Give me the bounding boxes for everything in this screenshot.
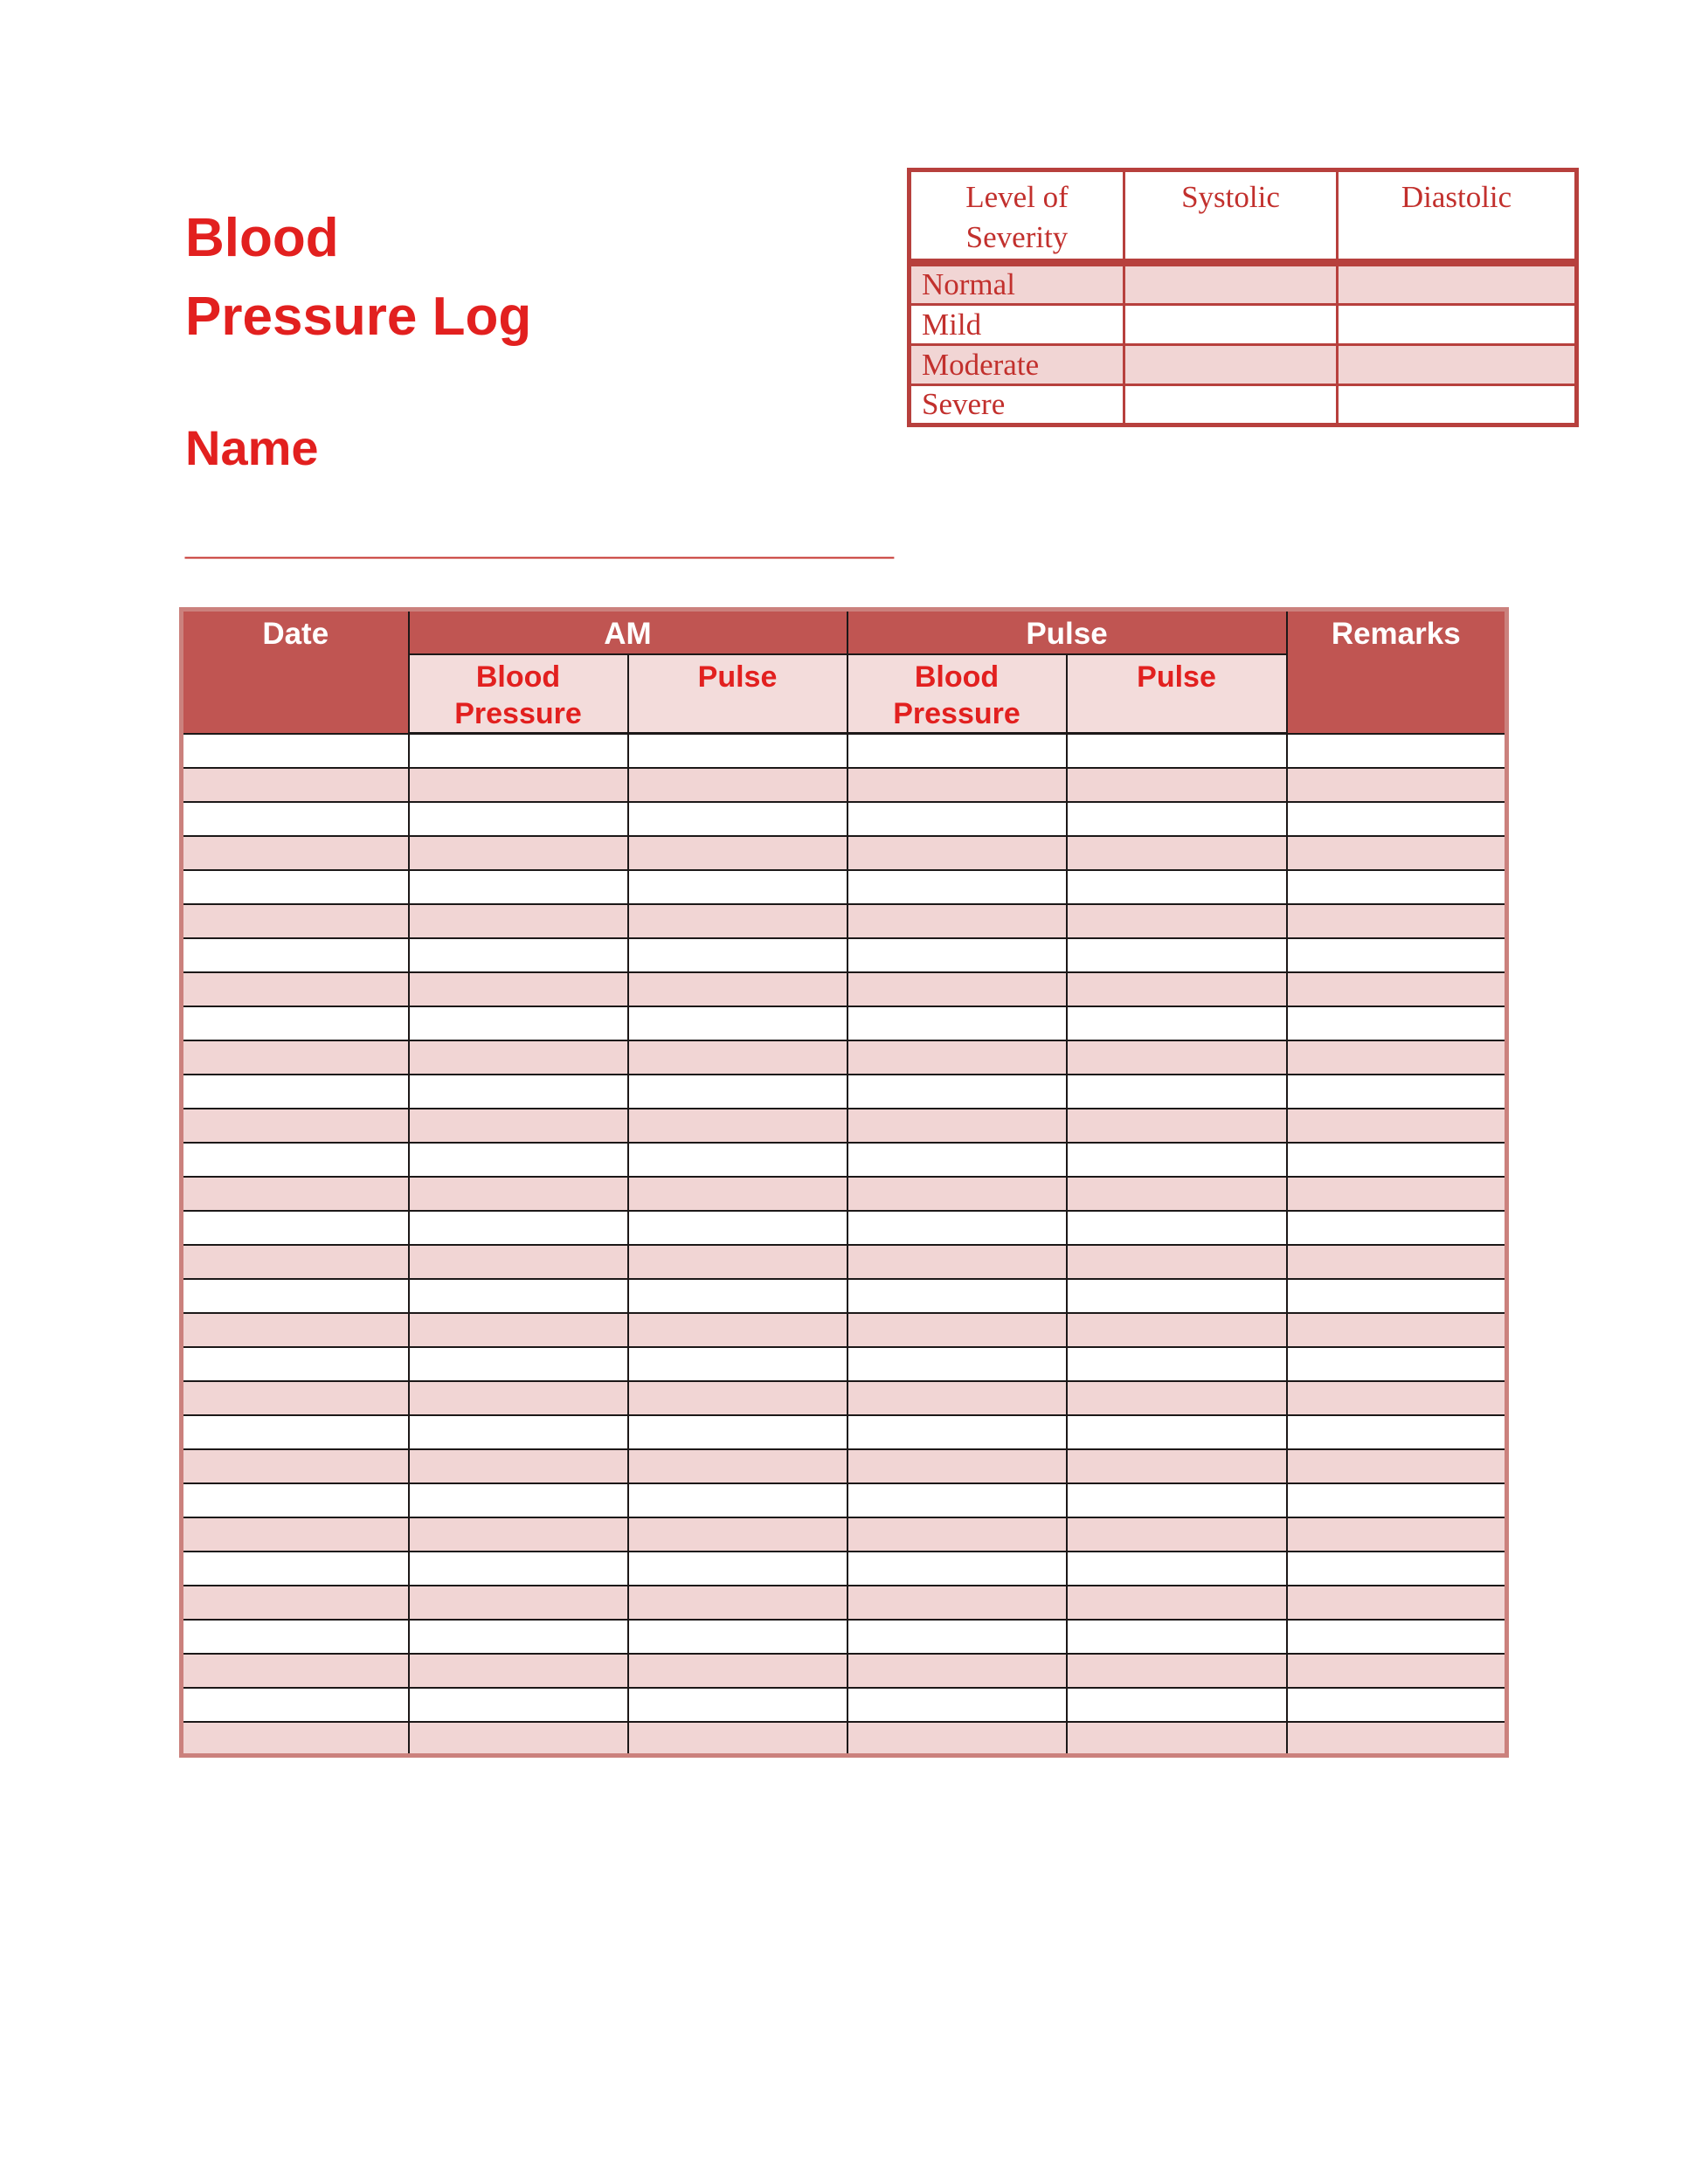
severity-table — [907, 168, 1579, 427]
severity-diastolic-cell[interactable] — [1338, 305, 1577, 345]
log-cell[interactable] — [1287, 1211, 1507, 1245]
log-cell[interactable] — [847, 1347, 1067, 1381]
log-row — [182, 1006, 1507, 1040]
log-table — [179, 607, 1509, 1758]
name-blank-line[interactable]: ___________________________ — [185, 511, 894, 563]
log-cell[interactable] — [847, 1722, 1067, 1756]
log-cell[interactable] — [1067, 1620, 1287, 1654]
log-cell[interactable] — [409, 1211, 628, 1245]
log-cell[interactable] — [409, 768, 628, 802]
log-cell[interactable] — [1067, 1449, 1287, 1483]
log-cell[interactable] — [1067, 1483, 1287, 1517]
log-cell[interactable] — [628, 1517, 847, 1552]
log-cell[interactable] — [409, 1279, 628, 1313]
log-cell[interactable] — [409, 1245, 628, 1279]
log-row — [182, 768, 1507, 802]
log-cell[interactable] — [182, 1722, 409, 1756]
log-cell[interactable] — [409, 836, 628, 870]
log-cell[interactable] — [847, 1586, 1067, 1620]
log-row — [182, 1620, 1507, 1654]
log-cell[interactable] — [1067, 938, 1287, 972]
log-cell[interactable] — [1287, 1381, 1507, 1415]
col-header-remarks: Remarks — [1287, 610, 1507, 734]
log-cell[interactable] — [1067, 1040, 1287, 1075]
log-row — [182, 1313, 1507, 1347]
log-cell[interactable] — [409, 1483, 628, 1517]
severity-level-label: Severe — [910, 385, 1124, 425]
log-cell[interactable] — [1287, 1347, 1507, 1381]
log-cell[interactable] — [628, 1211, 847, 1245]
log-cell[interactable] — [628, 938, 847, 972]
severity-header-diastolic: Diastolic — [1338, 170, 1577, 263]
log-cell[interactable] — [1287, 768, 1507, 802]
log-cell[interactable] — [1287, 1483, 1507, 1517]
log-cell[interactable] — [1067, 1177, 1287, 1211]
log-cell[interactable] — [628, 802, 847, 836]
log-row — [182, 1245, 1507, 1279]
log-cell[interactable] — [847, 1245, 1067, 1279]
log-cell[interactable] — [1287, 1586, 1507, 1620]
log-cell[interactable] — [1067, 1347, 1287, 1381]
log-cell[interactable] — [1067, 1415, 1287, 1449]
log-cell[interactable] — [182, 734, 409, 768]
log-cell[interactable] — [847, 1109, 1067, 1143]
log-row — [182, 734, 1507, 768]
log-cell[interactable] — [182, 1143, 409, 1177]
log-cell[interactable] — [1287, 1143, 1507, 1177]
log-cell[interactable] — [628, 1688, 847, 1722]
log-row — [182, 1075, 1507, 1109]
log-cell[interactable] — [1067, 1381, 1287, 1415]
log-cell[interactable] — [847, 1211, 1067, 1245]
log-cell[interactable] — [409, 870, 628, 904]
page-title-line2: Pressure Log — [185, 287, 532, 347]
log-cell[interactable] — [409, 1722, 628, 1756]
log-header-group-row — [182, 610, 1507, 655]
log-cell[interactable] — [1067, 1654, 1287, 1688]
log-cell[interactable] — [1067, 870, 1287, 904]
name-label: Name — [185, 420, 319, 475]
log-cell[interactable] — [628, 768, 847, 802]
log-row — [182, 1654, 1507, 1688]
log-cell[interactable] — [847, 1075, 1067, 1109]
log-cell[interactable] — [1287, 1177, 1507, 1211]
log-cell[interactable] — [1287, 836, 1507, 870]
log-cell[interactable] — [182, 938, 409, 972]
log-cell[interactable] — [409, 1040, 628, 1075]
log-cell[interactable] — [628, 1449, 847, 1483]
log-cell[interactable] — [628, 1279, 847, 1313]
log-row — [182, 1177, 1507, 1211]
log-cell[interactable] — [182, 1449, 409, 1483]
log-cell[interactable] — [182, 870, 409, 904]
log-cell[interactable] — [409, 1586, 628, 1620]
log-cell[interactable] — [182, 1313, 409, 1347]
log-row — [182, 1517, 1507, 1552]
log-cell[interactable] — [847, 1313, 1067, 1347]
log-cell[interactable] — [628, 1313, 847, 1347]
log-cell[interactable] — [1287, 1040, 1507, 1075]
log-cell[interactable] — [1067, 1245, 1287, 1279]
log-cell[interactable] — [1067, 1517, 1287, 1552]
severity-row-normal — [910, 263, 1577, 305]
log-row — [182, 1040, 1507, 1075]
log-cell[interactable] — [1287, 1688, 1507, 1722]
log-cell[interactable] — [628, 1586, 847, 1620]
log-row — [182, 836, 1507, 870]
log-cell[interactable] — [628, 1109, 847, 1143]
page-title — [185, 199, 531, 356]
log-cell[interactable] — [409, 734, 628, 768]
severity-level-label: Moderate — [910, 345, 1124, 385]
log-cell[interactable] — [1287, 1517, 1507, 1552]
log-cell[interactable] — [628, 1177, 847, 1211]
log-cell[interactable] — [182, 1586, 409, 1620]
log-row — [182, 1722, 1507, 1756]
log-cell[interactable] — [409, 1654, 628, 1688]
log-row — [182, 1586, 1507, 1620]
log-cell[interactable] — [409, 1517, 628, 1552]
log-cell[interactable] — [182, 972, 409, 1006]
severity-systolic-cell[interactable] — [1124, 305, 1338, 345]
log-cell[interactable] — [1067, 802, 1287, 836]
log-cell[interactable] — [628, 904, 847, 938]
log-cell[interactable] — [1067, 1279, 1287, 1313]
log-cell[interactable] — [847, 1381, 1067, 1415]
log-cell[interactable] — [1067, 1143, 1287, 1177]
log-cell[interactable] — [847, 1688, 1067, 1722]
log-cell[interactable] — [409, 1449, 628, 1483]
col-group-am: AM — [409, 610, 847, 655]
col-header-pm-pulse: Pulse — [1067, 654, 1287, 734]
col-group-pulse: Pulse — [847, 610, 1287, 655]
log-cell[interactable] — [628, 1075, 847, 1109]
log-row — [182, 1211, 1507, 1245]
severity-systolic-cell[interactable] — [1124, 385, 1338, 425]
log-cell[interactable] — [1287, 734, 1507, 768]
log-cell[interactable] — [847, 836, 1067, 870]
severity-row-mild — [910, 305, 1577, 345]
log-cell[interactable] — [182, 1415, 409, 1449]
log-cell[interactable] — [1067, 1109, 1287, 1143]
log-cell[interactable] — [628, 836, 847, 870]
log-cell[interactable] — [409, 1109, 628, 1143]
log-cell[interactable] — [847, 870, 1067, 904]
log-cell[interactable] — [182, 1552, 409, 1586]
log-cell[interactable] — [847, 734, 1067, 768]
log-cell[interactable] — [628, 870, 847, 904]
log-row — [182, 904, 1507, 938]
log-row — [182, 1688, 1507, 1722]
log-cell[interactable] — [409, 1688, 628, 1722]
log-cell[interactable] — [182, 1177, 409, 1211]
log-cell[interactable] — [182, 1517, 409, 1552]
log-row — [182, 972, 1507, 1006]
log-cell[interactable] — [409, 1143, 628, 1177]
log-row — [182, 870, 1507, 904]
log-cell[interactable] — [1287, 972, 1507, 1006]
log-cell[interactable] — [182, 836, 409, 870]
log-cell[interactable] — [847, 1654, 1067, 1688]
log-cell[interactable] — [1287, 1075, 1507, 1109]
log-cell[interactable] — [847, 1279, 1067, 1313]
log-cell[interactable] — [1067, 1313, 1287, 1347]
log-cell[interactable] — [628, 1620, 847, 1654]
log-cell[interactable] — [1287, 1654, 1507, 1688]
col-header-pm-blood-pressure: Blood Pressure — [847, 654, 1067, 734]
log-cell[interactable] — [1287, 1415, 1507, 1449]
log-cell[interactable] — [1067, 904, 1287, 938]
log-cell[interactable] — [628, 1483, 847, 1517]
severity-systolic-cell[interactable] — [1124, 263, 1338, 305]
log-cell[interactable] — [1287, 1313, 1507, 1347]
log-cell[interactable] — [628, 734, 847, 768]
log-cell[interactable] — [1287, 870, 1507, 904]
log-cell[interactable] — [1287, 802, 1507, 836]
log-row — [182, 1109, 1507, 1143]
log-cell[interactable] — [182, 1688, 409, 1722]
severity-header-level: Level of Severity — [910, 170, 1124, 263]
log-cell[interactable] — [409, 904, 628, 938]
log-cell[interactable] — [409, 1177, 628, 1211]
severity-diastolic-cell[interactable] — [1338, 345, 1577, 385]
col-header-am-blood-pressure: Blood Pressure — [409, 654, 628, 734]
log-cell[interactable] — [847, 768, 1067, 802]
log-cell[interactable] — [1287, 1620, 1507, 1654]
log-cell[interactable] — [1067, 734, 1287, 768]
log-cell[interactable] — [409, 1381, 628, 1415]
log-cell[interactable] — [1067, 768, 1287, 802]
log-cell[interactable] — [182, 1279, 409, 1313]
log-cell[interactable] — [409, 1620, 628, 1654]
log-cell[interactable] — [628, 1245, 847, 1279]
log-cell[interactable] — [1287, 904, 1507, 938]
log-cell[interactable] — [182, 1075, 409, 1109]
log-cell[interactable] — [1287, 938, 1507, 972]
log-cell[interactable] — [847, 1040, 1067, 1075]
log-cell[interactable] — [409, 1075, 628, 1109]
severity-row-moderate — [910, 345, 1577, 385]
log-cell[interactable] — [847, 1517, 1067, 1552]
log-cell[interactable] — [409, 1006, 628, 1040]
log-cell[interactable] — [847, 1483, 1067, 1517]
severity-level-label: Mild — [910, 305, 1124, 345]
severity-diastolic-cell[interactable] — [1338, 263, 1577, 305]
log-cell[interactable] — [1067, 1211, 1287, 1245]
log-cell[interactable] — [409, 972, 628, 1006]
log-cell[interactable] — [628, 1347, 847, 1381]
log-cell[interactable] — [847, 1449, 1067, 1483]
log-cell[interactable] — [847, 1006, 1067, 1040]
log-cell[interactable] — [1287, 1552, 1507, 1586]
log-row — [182, 1347, 1507, 1381]
log-cell[interactable] — [1067, 1552, 1287, 1586]
log-cell[interactable] — [1287, 1109, 1507, 1143]
log-row — [182, 1143, 1507, 1177]
log-cell[interactable] — [182, 768, 409, 802]
log-cell[interactable] — [1067, 1722, 1287, 1756]
log-cell[interactable] — [409, 1313, 628, 1347]
page-title-line1: Blood — [185, 208, 339, 268]
log-cell[interactable] — [182, 1620, 409, 1654]
severity-header-systolic: Systolic — [1124, 170, 1338, 263]
log-table-body — [182, 734, 1507, 1756]
log-row — [182, 1449, 1507, 1483]
log-row — [182, 1552, 1507, 1586]
log-cell[interactable] — [628, 1040, 847, 1075]
log-cell[interactable] — [182, 1381, 409, 1415]
log-cell[interactable] — [1067, 972, 1287, 1006]
log-cell[interactable] — [1287, 1245, 1507, 1279]
log-cell[interactable] — [847, 1620, 1067, 1654]
severity-level-label: Normal — [910, 263, 1124, 305]
log-row — [182, 802, 1507, 836]
log-cell[interactable] — [847, 938, 1067, 972]
log-cell[interactable] — [1067, 1688, 1287, 1722]
log-cell[interactable] — [628, 1381, 847, 1415]
log-cell[interactable] — [628, 1143, 847, 1177]
log-cell[interactable] — [628, 1722, 847, 1756]
log-cell[interactable] — [628, 1654, 847, 1688]
log-cell[interactable] — [628, 1006, 847, 1040]
log-cell[interactable] — [182, 1347, 409, 1381]
log-cell[interactable] — [1287, 1279, 1507, 1313]
severity-header-row — [910, 170, 1577, 263]
log-cell[interactable] — [847, 1415, 1067, 1449]
severity-row-severe — [910, 385, 1577, 425]
log-row — [182, 1415, 1507, 1449]
log-cell[interactable] — [847, 802, 1067, 836]
log-cell[interactable] — [1287, 1449, 1507, 1483]
log-cell[interactable] — [409, 1347, 628, 1381]
log-cell[interactable] — [182, 1006, 409, 1040]
log-cell[interactable] — [409, 1415, 628, 1449]
log-cell[interactable] — [182, 1483, 409, 1517]
log-cell[interactable] — [182, 1040, 409, 1075]
log-cell[interactable] — [1287, 1006, 1507, 1040]
log-cell[interactable] — [1067, 1006, 1287, 1040]
log-cell[interactable] — [847, 972, 1067, 1006]
log-cell[interactable] — [628, 1415, 847, 1449]
log-cell[interactable] — [847, 1143, 1067, 1177]
log-row — [182, 1279, 1507, 1313]
log-row — [182, 938, 1507, 972]
severity-diastolic-cell[interactable] — [1338, 385, 1577, 425]
log-cell[interactable] — [182, 1211, 409, 1245]
log-row — [182, 1381, 1507, 1415]
log-cell[interactable] — [847, 1177, 1067, 1211]
log-cell[interactable] — [409, 1552, 628, 1586]
log-cell[interactable] — [182, 904, 409, 938]
log-cell[interactable] — [628, 1552, 847, 1586]
log-cell[interactable] — [628, 972, 847, 1006]
log-cell[interactable] — [182, 1654, 409, 1688]
log-cell[interactable] — [182, 1109, 409, 1143]
severity-systolic-cell[interactable] — [1124, 345, 1338, 385]
col-header-am-pulse: Pulse — [628, 654, 847, 734]
log-cell[interactable] — [409, 938, 628, 972]
col-header-date: Date — [182, 610, 409, 734]
log-cell[interactable] — [182, 1245, 409, 1279]
log-row — [182, 1483, 1507, 1517]
log-cell[interactable] — [1067, 1075, 1287, 1109]
log-cell[interactable] — [182, 802, 409, 836]
log-cell[interactable] — [409, 802, 628, 836]
log-cell[interactable] — [847, 1552, 1067, 1586]
log-cell[interactable] — [1067, 836, 1287, 870]
log-cell[interactable] — [1067, 1586, 1287, 1620]
log-cell[interactable] — [847, 904, 1067, 938]
log-cell[interactable] — [1287, 1722, 1507, 1756]
